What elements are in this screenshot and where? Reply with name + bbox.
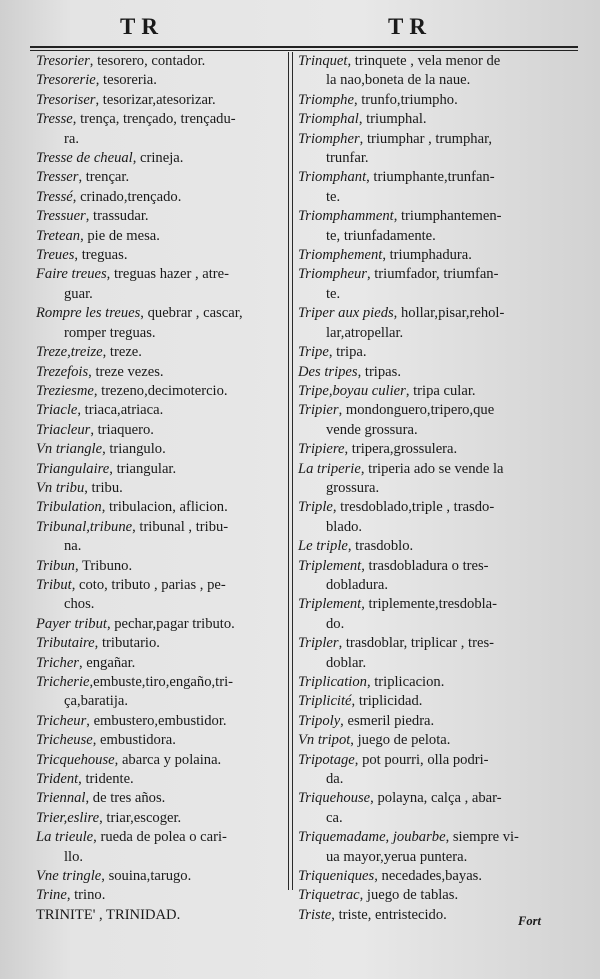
- entry-headword: Triste: [298, 906, 332, 923]
- entry-translation: , esmeril piedra.: [340, 712, 435, 729]
- entry-headword: La triperie: [298, 460, 361, 477]
- entry-headword: Vn tripot: [298, 732, 351, 749]
- entry-headword: Triomphal: [298, 111, 359, 128]
- entry-headword: Triomphe: [298, 91, 354, 108]
- entry-headword: Triompheur: [298, 266, 367, 283]
- dictionary-entry: [36, 207, 284, 226]
- entry-continuation: doblar.: [326, 654, 367, 671]
- entry-translation: , triumphante,trunfan-: [366, 169, 495, 186]
- column-divider: [288, 52, 293, 890]
- entry-headword: Tributaire: [36, 635, 95, 652]
- entry-translation: , triaca,atriaca.: [77, 402, 164, 419]
- entry-headword: Triacle: [36, 402, 78, 419]
- entry-translation: , mondonguero,tripero,que: [338, 402, 495, 419]
- dictionary-entry: [298, 168, 552, 207]
- entry-translation: , quebrar , cascar,: [140, 305, 243, 322]
- entry-headword: La trieule: [36, 829, 94, 846]
- entry-continuation: dobladura.: [326, 576, 389, 593]
- entry-translation: , hollar,pisar,rehol-: [393, 305, 505, 322]
- entry-headword: Tribulation: [36, 499, 102, 516]
- dictionary-entry: [36, 498, 284, 517]
- entry-headword: Tresorier: [36, 53, 90, 69]
- entry-translation: , triplicacion.: [366, 674, 445, 690]
- dictionary-entry: [36, 712, 284, 731]
- entry-translation: , embustero,embustidor.: [86, 712, 227, 729]
- entry-headword: Tressuer: [36, 208, 86, 225]
- dictionary-entry: [36, 731, 284, 750]
- entry-headword: Triplicité: [298, 693, 352, 710]
- entry-headword: Triomphement: [298, 247, 383, 264]
- entry-continuation: do.: [326, 615, 345, 632]
- dictionary-entry: [36, 304, 284, 343]
- dictionary-entry: [298, 363, 552, 382]
- entry-continuation: llo.: [64, 848, 84, 865]
- dictionary-entry: [36, 460, 284, 479]
- dictionary-entry: [298, 828, 552, 867]
- dictionary-entry: [298, 246, 552, 265]
- entry-translation: , tripera,grossulera.: [344, 441, 458, 458]
- entry-headword: Triennal: [36, 790, 86, 807]
- entry-continuation: grossura.: [326, 479, 380, 496]
- entry-translation: , triste, entristecido.: [331, 906, 447, 923]
- dictionary-entry: [36, 828, 284, 867]
- entry-translation: , pot pourri, olla podri-: [354, 751, 489, 768]
- entry-translation: , trasdobladura o tres-: [361, 557, 489, 574]
- entry-translation: , triumphantemen-: [393, 208, 502, 225]
- entry-headword: Tricher: [36, 654, 79, 671]
- entry-translation: , Tribuno.: [74, 557, 133, 574]
- entry-headword: Triplement: [298, 596, 362, 613]
- entry-headword: Tripoly: [298, 712, 341, 729]
- entry-headword: Des tripes: [298, 363, 358, 380]
- entry-headword: Triquetrac: [298, 887, 360, 904]
- entry-headword: Tribun: [36, 557, 75, 574]
- dictionary-entry: [298, 557, 552, 596]
- entry-continuation: vende grossura.: [326, 421, 418, 438]
- dictionary-entry: [298, 343, 552, 362]
- left-column: [36, 52, 284, 925]
- entry-translation: , tribunal , tribu-: [132, 518, 229, 535]
- entry-translation: , de tres años.: [85, 790, 166, 807]
- dictionary-entry: [298, 634, 552, 673]
- dictionary-entry: [298, 440, 552, 459]
- entry-translation: , triplemente,tresdobla-: [361, 596, 498, 613]
- entry-continuation: da.: [326, 771, 344, 788]
- entry-translation: , triaquero.: [90, 421, 154, 438]
- entry-headword: Tribut: [36, 576, 72, 593]
- entry-headword: Tricheur: [36, 712, 87, 729]
- entry-headword: Triquemadame, joubarbe: [298, 829, 446, 846]
- dictionary-entry: [298, 692, 552, 711]
- entry-headword: Triangulaire: [36, 460, 110, 477]
- entry-headword: Tribunal,tribune: [36, 518, 133, 535]
- entry-translation: , tribu.: [84, 479, 123, 496]
- entry-continuation: ca.: [326, 809, 343, 826]
- entry-translation: , souina,tarugo.: [101, 868, 192, 885]
- dictionary-entry: [36, 615, 284, 634]
- entry-translation: , trinquete , vela menor de: [347, 53, 501, 69]
- dictionary-entry: [36, 751, 284, 770]
- dictionary-entry: [298, 265, 552, 304]
- entry-headword: Tripiere: [298, 441, 345, 458]
- entry-translation: , embustidora.: [92, 732, 176, 749]
- dictionary-entry: [298, 304, 552, 343]
- entry-headword: Trident: [36, 771, 79, 788]
- dictionary-entry: [298, 91, 552, 110]
- entry-continuation: chos.: [64, 596, 95, 613]
- entry-headword: Triacleur: [36, 421, 91, 438]
- entry-translation: , tresdoblado,triple , trasdo-: [332, 499, 495, 516]
- entry-headword: Rompre les treues: [36, 305, 141, 322]
- entry-translation: , trassudar.: [85, 208, 149, 225]
- entry-continuation: ra.: [64, 130, 79, 147]
- entry-translation: , tesorero, contador.: [89, 53, 206, 69]
- dictionary-entry: [298, 52, 552, 91]
- entry-headword: Tresse de cheual: [36, 150, 133, 167]
- dictionary-entry: [36, 557, 284, 576]
- dictionary-entry: [36, 906, 284, 925]
- entry-headword: Tripotage: [298, 751, 355, 768]
- entry-headword: Vn triangle: [36, 441, 103, 458]
- entry-translation: , tripa.: [328, 344, 367, 361]
- dictionary-entry: [298, 595, 552, 634]
- entry-headword: Treze,treize: [36, 344, 103, 361]
- entry-translation: , tributario.: [94, 635, 160, 652]
- entry-continuation: ua mayor,yerua puntera.: [326, 848, 468, 865]
- entry-headword: Tricheuse: [36, 732, 93, 749]
- entry-headword: Trezefois: [36, 363, 89, 380]
- entry-headword: Tricquehouse: [36, 751, 115, 768]
- dictionary-entry: [36, 168, 284, 187]
- dictionary-entry: [36, 265, 284, 304]
- dictionary-entry: [298, 401, 552, 440]
- entry-headword: Triplement: [298, 557, 362, 574]
- entry-headword: Tresser: [36, 169, 79, 186]
- dictionary-entry: [36, 227, 284, 246]
- entry-translation: , tesoreria.: [95, 72, 157, 89]
- entry-continuation: blado.: [326, 518, 363, 535]
- dictionary-entry: [36, 421, 284, 440]
- dictionary-entry: [36, 654, 284, 673]
- entry-translation: , necedades,bayas.: [374, 868, 482, 885]
- entry-headword: Tricherie: [36, 674, 90, 690]
- entry-headword: Triompher: [298, 130, 360, 147]
- dictionary-entry: [36, 343, 284, 362]
- entry-translation: , triumphal.: [358, 111, 427, 128]
- entry-headword: Triomphamment: [298, 208, 394, 225]
- entry-headword: Faire treues: [36, 266, 107, 283]
- header-rule: [30, 46, 578, 48]
- entry-headword: Payer tribut: [36, 615, 107, 632]
- entry-translation: , treze vezes.: [88, 363, 164, 380]
- entry-translation: , treze.: [102, 344, 142, 361]
- entry-translation: , trezeno,decimotercio.: [93, 382, 228, 399]
- entry-headword: Triomphant: [298, 169, 367, 186]
- entry-headword: Treues: [36, 247, 75, 264]
- entry-translation: , crinado,trençado.: [72, 188, 182, 205]
- entry-continuation: la nao,boneta de la naue.: [326, 72, 471, 89]
- dictionary-entry: [298, 537, 552, 556]
- dictionary-entry: [36, 479, 284, 498]
- entry-translation: , treguas hazer , atre-: [106, 266, 230, 283]
- entry-continuation: guar.: [64, 285, 93, 302]
- entry-translation: , pechar,pagar tributo.: [106, 615, 235, 632]
- entry-headword: Tresoriser: [36, 91, 96, 108]
- dictionary-entry: [36, 363, 284, 382]
- entry-translation: , juego de tablas.: [359, 887, 459, 904]
- dictionary-entry: [298, 460, 552, 499]
- entry-headword: Le triple: [298, 538, 348, 555]
- entry-translation: , triplicidad.: [351, 693, 423, 710]
- dictionary-entry: [36, 576, 284, 615]
- entry-headword: Tripler: [298, 635, 339, 652]
- dictionary-entry: [298, 789, 552, 828]
- dictionary-entry: [298, 751, 552, 790]
- dictionary-entry: [298, 886, 552, 905]
- entry-translation: , triumfador, triumfan-: [366, 266, 499, 283]
- dictionary-entry: [36, 188, 284, 207]
- entry-translation: , crineja.: [132, 150, 184, 167]
- dictionary-entry: [36, 886, 284, 905]
- dictionary-entry: [36, 246, 284, 265]
- entry-continuation: lar,atropellar.: [326, 324, 404, 341]
- entry-headword: Trine: [36, 887, 67, 904]
- entry-translation: , polayna, calça , abar-: [370, 790, 502, 807]
- dictionary-entry: [298, 906, 552, 925]
- entry-headword: Trier,eslire: [36, 809, 100, 826]
- dictionary-entry: [298, 712, 552, 731]
- entry-translation: TRINITE' , TRINIDAD.: [36, 906, 181, 923]
- entry-translation: , trasdoblar, triplicar , tres-: [338, 635, 494, 652]
- entry-headword: Tresse: [36, 111, 73, 128]
- entry-translation: , triangular.: [109, 460, 177, 477]
- dictionary-entry: [298, 382, 552, 401]
- dictionary-entry: [298, 130, 552, 169]
- dictionary-entry: [36, 789, 284, 808]
- entry-translation: , treguas.: [74, 247, 128, 264]
- entry-translation: , triangulo.: [102, 441, 166, 458]
- entry-headword: Tripe: [298, 344, 329, 361]
- dictionary-entry: [298, 110, 552, 129]
- entry-headword: Vn tribu: [36, 479, 85, 496]
- entry-headword: Triquehouse: [298, 790, 371, 807]
- header-rule-thin: [30, 50, 578, 51]
- entry-translation: , coto, tributo , parias , pe-: [71, 576, 226, 593]
- entry-translation: , rueda de polea o cari-: [93, 829, 227, 846]
- entry-continuation: te.: [326, 188, 341, 205]
- dictionary-entry: [36, 110, 284, 149]
- entry-translation: , trença, trençado, trençadu-: [72, 111, 236, 128]
- entry-translation: , engañar.: [78, 654, 136, 671]
- catchword: Fort: [518, 914, 541, 928]
- dictionary-entry: [36, 867, 284, 886]
- entry-translation: , tridente.: [78, 771, 134, 788]
- running-header-left: TR: [120, 14, 164, 39]
- dictionary-entry: [36, 673, 284, 712]
- entry-translation: , juego de pelota.: [350, 732, 451, 749]
- entry-headword: Triqueniques: [298, 868, 375, 885]
- entry-translation: , trunfo,triumpho.: [353, 91, 458, 108]
- dictionary-entry: [36, 809, 284, 828]
- entry-translation: , tripas.: [357, 363, 401, 380]
- dictionary-entry: [36, 770, 284, 789]
- dictionary-entry: [298, 673, 552, 692]
- dictionary-entry: [36, 149, 284, 168]
- entry-headword: Triplication: [298, 674, 367, 690]
- dictionary-entry: [36, 518, 284, 557]
- entry-headword: Trinquet: [298, 53, 348, 69]
- entry-translation: ,embuste,tiro,engaño,tri-: [89, 674, 233, 690]
- entry-continuation: trunfar.: [326, 150, 369, 167]
- entry-translation: , trasdoblo.: [347, 538, 414, 555]
- dictionary-entry: [298, 498, 552, 537]
- entry-translation: , trençar.: [78, 169, 130, 186]
- entry-translation: , tesorizar,atesorizar.: [95, 91, 216, 108]
- entry-continuation: ça,baratija.: [64, 693, 129, 710]
- dictionary-entry: [36, 401, 284, 420]
- entry-headword: Tretean: [36, 227, 81, 244]
- entry-continuation: romper treguas.: [64, 324, 156, 341]
- dictionary-entry: [36, 440, 284, 459]
- entry-translation: , triar,escoger.: [99, 809, 182, 826]
- entry-translation: , trino.: [66, 887, 106, 904]
- entry-translation: , pie de mesa.: [80, 227, 160, 244]
- dictionary-entry: [36, 382, 284, 401]
- entry-headword: Vne tringle: [36, 868, 102, 885]
- entry-translation: , tripa cular.: [405, 382, 476, 399]
- dictionary-entry: [36, 71, 284, 90]
- dictionary-entry: [36, 634, 284, 653]
- entry-headword: Triper aux pieds: [298, 305, 394, 322]
- entry-translation: , triumphadura.: [382, 247, 472, 264]
- entry-headword: Treziesme: [36, 382, 94, 399]
- entry-headword: Triple: [298, 499, 333, 516]
- entry-translation: , siempre vi-: [445, 829, 519, 846]
- entry-continuation: te.: [326, 285, 341, 302]
- entry-headword: Tresorerie: [36, 72, 96, 89]
- dictionary-entry: [298, 207, 552, 246]
- entry-translation: , triumphar , trumphar,: [359, 130, 492, 147]
- entry-headword: Tressé: [36, 188, 73, 205]
- dictionary-entry: [36, 91, 284, 110]
- entry-continuation: te, triunfadamente.: [326, 227, 436, 244]
- entry-translation: , abarca y polaina.: [114, 751, 222, 768]
- entry-translation: , triperia ado se vende la: [360, 460, 504, 477]
- entry-continuation: na.: [64, 538, 82, 555]
- entry-headword: Tripier: [298, 402, 339, 419]
- dictionary-entry: [298, 731, 552, 750]
- dictionary-entry: [36, 52, 284, 71]
- running-header-right: TR: [388, 14, 432, 39]
- right-column: [298, 52, 552, 925]
- dictionary-entry: [298, 867, 552, 886]
- entry-headword: Tripe,boyau culier: [298, 382, 406, 399]
- entry-translation: , tribulacion, aflicion.: [101, 499, 228, 516]
